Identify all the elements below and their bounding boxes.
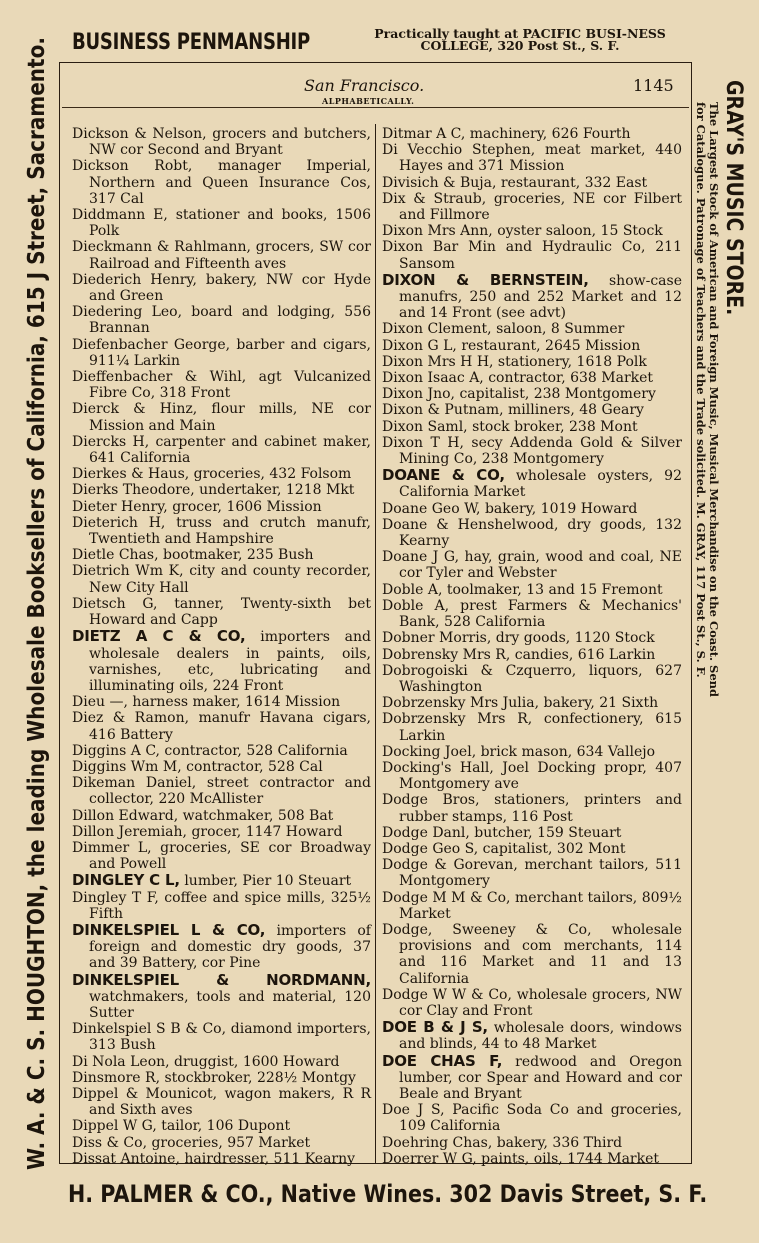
directory-entry [72, 563, 371, 595]
right-ad-line-1: The Largest Stock of American and Foreign Music, Musical Merchandise on the Coast. Send [707, 102, 721, 698]
directory-entry [382, 175, 682, 191]
entry-text: Doane Geo W, bakery, 1019 Howard [382, 500, 638, 517]
section-subtitle: ALPHABETICALLY. [322, 96, 415, 106]
bottom-advertisement [68, 1180, 708, 1208]
directory-entry [382, 239, 682, 271]
entry-text: Dieu —, harness maker, 1614 Mission [72, 694, 341, 711]
entry-text: Dodge W W & Co, wholesale grocers, NW cor Clay and Front [382, 986, 682, 1019]
directory-entry [382, 1053, 682, 1103]
entry-text: Dobner Morris, dry goods, 1120 Stock [382, 630, 655, 647]
directory-entry [382, 1135, 682, 1151]
city-title: San Francisco. [304, 76, 425, 95]
entry-text: Dixon Mrs H H, stationery, 1618 Polk [382, 353, 647, 370]
directory-entry [72, 775, 371, 807]
directory-entry [382, 1102, 682, 1134]
entry-text: Dingley T F, coffee and spice mills, 325½ Fifth [72, 889, 371, 922]
entry-text: Dierck & Hinz, flour mills, NE cor Mission and Main [72, 401, 371, 434]
directory-entry [72, 499, 371, 515]
entry-text: Dietrich Wm K, city and county recorder, New City Hall [72, 563, 371, 596]
entry-text: Di Vecchio Stephen, meat market, 440 Hayes and 371 Mission [382, 142, 682, 175]
directory-entry [382, 191, 682, 223]
directory-entry [72, 694, 371, 710]
entry-text: Diss & Co, groceries, 957 Market [72, 1134, 311, 1151]
entry-text: Dobrensky Mrs R, candies, 616 Larkin [382, 646, 656, 663]
directory-entry [382, 501, 682, 517]
entry-text: Diddmann E, stationer and books, 1506 Polk [72, 207, 371, 240]
entry-text: Diederich Henry, bakery, NW cor Hyde and Green [72, 271, 371, 305]
directory-entry [72, 759, 371, 775]
directory-entry [382, 760, 682, 792]
left-margin-advertisement [24, 37, 64, 1170]
entry-text: Docking Joel, brick mason, 634 Vallejo [382, 743, 655, 760]
entry-text: Dierks Theodore, undertaker, 1218 Mkt [72, 482, 355, 499]
entry-text: Dieterich H, truss and crutch manufr, Twentieth and Hampshire [72, 514, 371, 548]
directory-entry [382, 744, 682, 760]
entry-text: Dikeman Daniel, street contractor and collector, 220 McAllister [72, 775, 371, 808]
directory-entry [382, 630, 682, 646]
entry-text: Di Nola Leon, druggist, 1600 Howard [72, 1053, 340, 1070]
entry-text: Dix & Straub, groceries, NE cor Filbert and Fillmore [382, 190, 682, 224]
directory-entry [72, 808, 371, 824]
entry-text: Dobrzensky Mrs Julia, bakery, 21 Sixth [382, 695, 659, 712]
entry-text: Diedering Leo, board and lodging, 556 Brannan [72, 304, 371, 337]
directory-entry [72, 434, 371, 466]
page-number: 1145 [633, 76, 674, 95]
directory-entry [72, 1021, 371, 1053]
entry-text: Dodge Geo S, capitalist, 302 Mont [382, 840, 626, 857]
directory-entry [72, 1086, 371, 1118]
entry-text: Dixon Isaac A, contractor, 638 Market [382, 370, 654, 387]
left-ad-text: W. A. & C. S. HOUGHTON, the leading Wholesale Booksellers of California, 615 J Street, Sacramento. [24, 37, 50, 1170]
header-divider [62, 107, 689, 108]
entry-bold-name: DINGLEY C L, [72, 871, 180, 890]
entry-text: wholesale oysters, 92 California Market [399, 468, 682, 501]
directory-entry [382, 223, 682, 239]
entry-text: Dimmer L, groceries, SE cor Broadway and Powell [72, 839, 371, 873]
directory-entry [72, 304, 371, 336]
directory-entry [72, 482, 371, 498]
entry-text: Dickson & Nelson, grocers and butchers, NW cor Second and Bryant [72, 126, 371, 159]
entry-text: show-case manufrs, 250 and 252 Market and 12 and 14 Front (see advt) [399, 272, 682, 322]
directory-entry [72, 922, 371, 972]
directory-entry [382, 663, 682, 695]
entry-text: Dissat Antoine, hairdresser, 511 Kearny [72, 1150, 356, 1167]
entry-bold-name: DIETZ A C & CO, [72, 627, 246, 646]
entry-text: Dippel & Mounicot, wagon makers, R R and Sixth aves [72, 1085, 371, 1119]
directory-entry [382, 825, 682, 841]
directory-entry [72, 1118, 371, 1134]
directory-entry [72, 239, 371, 271]
directory-entry [72, 547, 371, 563]
entry-text: Dinkelspiel S B & Co, diamond importers, 313 Bush [72, 1021, 371, 1054]
directory-entry [72, 515, 371, 547]
directory-entry [382, 987, 682, 1019]
entry-text: Doane J G, hay, grain, wood and coal, NE cor Tyler and Webster [382, 549, 682, 582]
directory-entry [382, 386, 682, 402]
directory-entry [72, 628, 371, 694]
top-advertisement [72, 26, 692, 62]
entry-text: Dietle Chas, bootmaker, 235 Bush [72, 547, 314, 564]
directory-entry [382, 435, 682, 467]
entry-bold-name: DINKELSPIEL & NORDMANN, [72, 970, 371, 989]
entry-bold-name: DOANE & CO, [382, 466, 505, 485]
entry-text: Dietsch G, tanner, Twenty-sixth bet Howard and Capp [72, 595, 371, 629]
directory-entry [382, 598, 682, 630]
entry-text: Doble A, prest Farmers & Mechanics' Bank, 528 California [382, 597, 682, 631]
entry-text: Diefenbacher George, barber and cigars, 911¼ Larkin [72, 336, 371, 369]
directory-entry [72, 1151, 371, 1167]
entry-text: Dobrzensky Mrs R, confectionery, 615 Larkin [382, 711, 682, 744]
directory-entry [72, 1135, 371, 1151]
entry-text: Doehring Chas, bakery, 336 Third [382, 1134, 623, 1151]
directory-entry [72, 158, 371, 207]
directory-entry [72, 1070, 371, 1086]
entry-text: Dillon Edward, watchmaker, 508 Bat [72, 807, 334, 824]
entry-text: Doerrer W G, paints, oils, 1744 Market [382, 1150, 660, 1167]
directory-entry [382, 582, 682, 598]
directory-entry [72, 824, 371, 840]
entry-text: Divisich & Buja, restaurant, 332 East [382, 174, 648, 191]
entry-text: Dodge & Gorevan, merchant tailors, 511 Montgomery [382, 857, 682, 890]
directory-entry [382, 338, 682, 354]
entry-text: Dinsmore R, stockbroker, 228½ Montgy [72, 1069, 356, 1086]
right-ad-headline: GRAY'S MUSIC STORE. [721, 80, 746, 316]
directory-entry [72, 596, 371, 628]
entry-text: Dixon Jno, capitalist, 238 Montgomery [382, 386, 656, 403]
directory-entry [72, 890, 371, 922]
directory-entry [382, 142, 682, 174]
directory-entry [382, 647, 682, 663]
entry-text: Dieckmann & Rahlmann, grocers, SW cor Railroad and Fifteenth aves [72, 239, 371, 272]
directory-entry [72, 272, 371, 304]
entry-text: Diez & Ramon, manufr Havana cigars, 416 Battery [72, 710, 371, 743]
entry-bold-name: DOE B & J S, [382, 1018, 488, 1037]
directory-entry [382, 695, 682, 711]
directory-entry [382, 517, 682, 549]
entry-text: wholesale doors, windows and blinds, 44 to 48 Market [399, 1020, 682, 1053]
directory-entry [72, 972, 371, 1022]
entry-text: Dieter Henry, grocer, 1606 Mission [72, 498, 322, 515]
entry-text: Dixon Clement, saloon, 8 Summer [382, 321, 625, 338]
entry-bold-name: DINKELSPIEL L & CO, [72, 920, 266, 939]
directory-entry [382, 857, 682, 889]
entry-text: Dixon G L, restaurant, 2645 Mission [382, 337, 641, 354]
entry-text: Dixon & Putnam, milliners, 48 Geary [382, 402, 644, 419]
directory-entry [382, 711, 682, 743]
right-ad-line-2: for Catalogue. Patronage of Teachers and the Trade solicited. M. GRAY, 117 Post St., S. F. [694, 102, 708, 678]
entry-text: Dobrogoiski & Czquerro, liquors, 627 Washington [382, 662, 682, 695]
directory-entry [382, 841, 682, 857]
directory-entry [382, 126, 682, 142]
entry-text: Docking's Hall, Joel Docking propr, 407 Montgomery ave [382, 759, 682, 793]
entry-text: Dodge, Sweeney & Co, wholesale provisions and com merchants, 114 and 116 Market and 11 and 13 California [382, 921, 682, 987]
directory-entry [72, 369, 371, 401]
directory-entry [382, 321, 682, 337]
entry-text: Dixon T H, secy Addenda Gold & Silver Mining Co, 238 Montgomery [382, 434, 682, 468]
entry-text: Dodge Danl, butcher, 159 Steuart [382, 824, 622, 841]
entry-text: Dixon Mrs Ann, oyster saloon, 15 Stock [382, 223, 663, 240]
directory-entry [72, 840, 371, 872]
entry-text: Doane & Henshelwood, dry goods, 132 Kearny [382, 516, 682, 550]
top-ad-headline: BUSINESS PENMANSHIP [72, 30, 310, 55]
directory-entry [382, 792, 682, 824]
directory-entry [72, 401, 371, 433]
directory-entry [382, 272, 682, 322]
directory-entry [72, 710, 371, 742]
directory-entry [72, 207, 371, 239]
entry-text: watchmakers, tools and material, 120 Sutter [89, 988, 371, 1021]
entry-text: importers and wholesale dealers in paints, oils, varnishes, etc, lubricating and illuminating oils, 224 Front [89, 629, 371, 694]
entry-text: Dodge Bros, stationers, printers and rubber stamps, 116 Post [382, 792, 682, 825]
directory-entry [382, 402, 682, 418]
directory-entry [382, 922, 682, 987]
directory-entry [382, 419, 682, 435]
entry-text: Dixon Saml, stock broker, 238 Mont [382, 418, 638, 435]
directory-entry [72, 466, 371, 482]
entry-text: Diggins A C, contractor, 528 California [72, 742, 348, 759]
entry-text: Dieffenbacher & Wihl, agt Vulcanized Fibre Co, 318 Front [72, 369, 371, 402]
entry-text: Doe J S, Pacific Soda Co and groceries, 109 California [382, 1102, 682, 1135]
entry-bold-name: DOE CHAS F, [382, 1051, 503, 1070]
directory-entry [72, 1054, 371, 1070]
top-ad-detail: Practically taught at PACIFIC BUSI-NESS COLLEGE, 320 Post St., S. F. [374, 26, 666, 53]
column-divider [375, 124, 376, 1164]
entry-text: Dodge M M & Co, merchant tailors, 809½ Market [382, 889, 682, 922]
entry-text: redwood and Oregon lumber, cor Spear and Howard and cor Beale and Bryant [399, 1053, 683, 1102]
directory-entry [382, 1019, 682, 1052]
directory-entry [382, 467, 682, 500]
left-column [72, 126, 371, 1167]
directory-entry [72, 337, 371, 369]
directory-entry [382, 549, 682, 581]
right-margin-advertisement [686, 80, 746, 1150]
entry-text: Dixon Bar Min and Hydraulic Co, 211 Sansom [382, 239, 682, 272]
entry-bold-name: DIXON & BERNSTEIN, [382, 270, 589, 289]
entry-text: Diercks H, carpenter and cabinet maker, 641 California [72, 433, 371, 467]
entry-text: importers of foreign and domestic dry goods, 37 and 39 Battery, cor Pine [89, 922, 371, 972]
entry-text: Diggins Wm M, contractor, 528 Cal [72, 758, 323, 775]
bottom-ad-text: H. PALMER & CO., Native Wines. 302 Davis Street, S. F. [68, 1180, 708, 1208]
entry-text: Dickson Robt, manager Imperial, Northern and Queen Insurance Cos, 317 Cal [72, 158, 371, 207]
entry-text: Dierkes & Haus, groceries, 432 Folsom [72, 466, 352, 483]
directory-entry [72, 743, 371, 759]
entry-text: lumber, Pier 10 Steuart [179, 873, 352, 890]
entry-text: Doble A, toolmaker, 13 and 15 Fremont [382, 581, 663, 598]
directory-entry [382, 370, 682, 386]
directory-entry [382, 354, 682, 370]
entry-text: Dippel W G, tailor, 106 Dupont [72, 1118, 291, 1135]
page-header [59, 76, 692, 106]
directory-entry [72, 872, 371, 889]
entry-text: Ditmar A C, machinery, 626 Fourth [382, 126, 631, 142]
directory-entry [382, 1151, 682, 1167]
right-column [382, 126, 682, 1167]
entry-text: Dillon Jeremiah, grocer, 1147 Howard [72, 823, 343, 840]
directory-entry [72, 126, 371, 158]
directory-entry [382, 890, 682, 922]
